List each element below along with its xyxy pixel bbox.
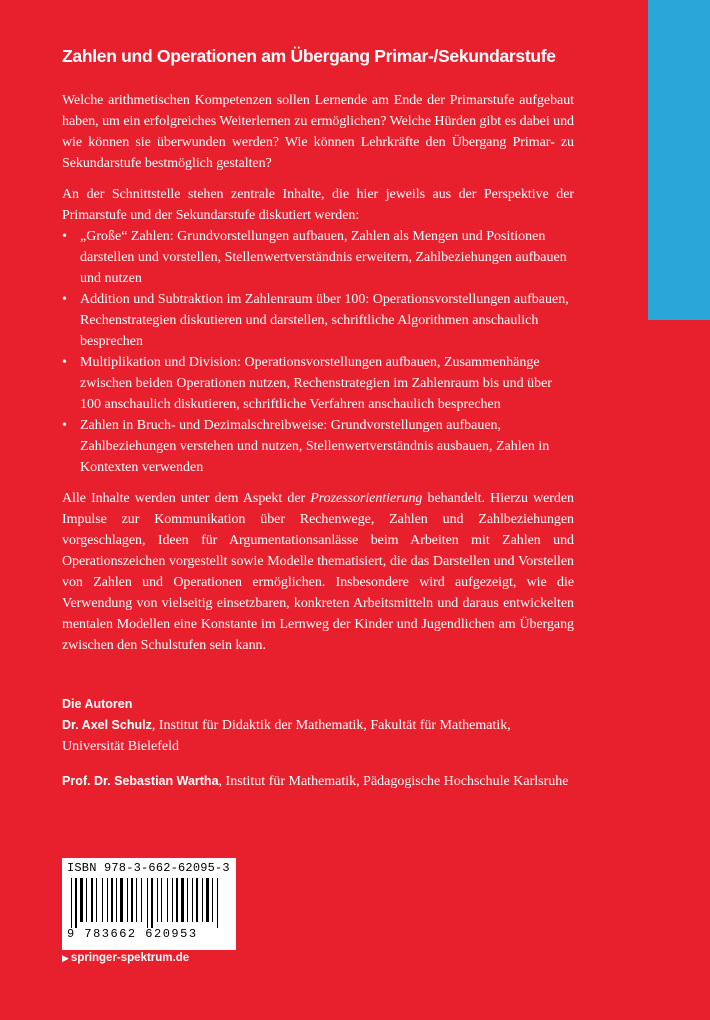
isbn-label: ISBN 978-3-662-62095-3 bbox=[67, 861, 230, 875]
barcode-image bbox=[69, 878, 229, 928]
barcode-number: 9 783662 620953 bbox=[67, 927, 198, 941]
intro-paragraph: Welche arithmetischen Kompetenzen sollen Lernende am Ende der Primarstufe aufgebaut haben, um ein erfolgreiches Weiterlernen zu ermöglichen? Welche Hürden gibt es dabei und wie können sie überwunden werden? Wie können Lehrkräfte den Übergang Primar- zu Sekundarstufe bestmöglich gestalten? bbox=[62, 93, 574, 171]
publisher-link[interactable] bbox=[62, 952, 189, 964]
author-name: Prof. Dr. Sebastian Wartha bbox=[62, 774, 219, 788]
author-name: Dr. Axel Schulz bbox=[62, 718, 152, 732]
list-item: • Addition und Subtraktion im Zahlenraum über 100: Operationsvorstellungen aufbauen, Rechenstrategien diskutieren und darstellen, schriftliche Algorithmen anschaulich besprechen bbox=[62, 289, 574, 352]
process-text-start: Alle Inhalte werden unter dem Aspekt der bbox=[62, 491, 311, 506]
accent-bar bbox=[648, 0, 710, 320]
process-paragraph bbox=[62, 488, 574, 656]
process-emphasis: Prozessorientierung bbox=[310, 491, 423, 506]
process-text-rest: behandelt. Hierzu werden Impulse zur Kommunikation über Rechenwege, Zahlen und Zahlbeziehungen vorgeschlagen, Ideen für Argumentationsanlässe beim Arbeiten mit Zahlen und Operationszeichen vorgestellt sowie Modelle thematisiert, die das Darstellen und Vorstellen von Zahlen und Operationen ermöglichen. Insbesondere wird aufgezeigt, wie die Verwendung von vielseitig einsetzbaren, konkreten Arbeitsmitteln und daraus entwickelten mentalen Modellen eine Konstante im Lernweg der Kinder und Jugendlichen am Übergang zwischen den Schulstufen sein kann. bbox=[62, 491, 574, 653]
topics-intro: An der Schnittstelle stehen zentrale Inhalte, die hier jeweils aus der Perspektive der Primarstufe und der Sekundarstufe diskutiert werden: bbox=[62, 187, 574, 223]
book-title: Zahlen und Operationen am Übergang Primar-/Sekundarstufe bbox=[62, 46, 556, 66]
author-entry bbox=[62, 771, 574, 792]
topics-list bbox=[62, 226, 574, 478]
arrow-icon: ▶ bbox=[62, 953, 69, 963]
list-item: • Multiplikation und Division: Operationsvorstellungen aufbauen, Zusammenhänge zwischen beiden Operationen nutzen, Rechenstrategien im Zahlenraum bis und über 100 anschaulich diskutieren, schriftliche Verfahren anschaulich besprechen bbox=[62, 352, 574, 415]
authors-heading: Die Autoren bbox=[62, 697, 133, 711]
back-cover-content bbox=[62, 46, 574, 792]
publisher-url: springer-spektrum.de bbox=[70, 952, 190, 964]
authors-section bbox=[62, 694, 574, 792]
author-affiliation: , Institut für Didaktik der Mathematik, Fakultät für Mathematik, Universität Bielefeld bbox=[62, 718, 511, 754]
barcode-box bbox=[62, 858, 236, 950]
author-affiliation: , Institut für Mathematik, Pädagogische Hochschule Karlsruhe bbox=[218, 774, 569, 789]
author-entry bbox=[62, 715, 574, 757]
list-item: • „Große“ Zahlen: Grundvorstellungen aufbauen, Zahlen als Mengen und Positionen darstellen und vorstellen, Stellenwertverständnis erweitern, Zahlbeziehungen aufbauen und nutzen bbox=[62, 226, 574, 289]
list-item: • Zahlen in Bruch- und Dezimalschreibweise: Grundvorstellungen aufbauen, Zahlbeziehungen verstehen und nutzen, Stellenwertverständnis ausbauen, Zahlen in Kontexten verwenden bbox=[62, 415, 574, 478]
